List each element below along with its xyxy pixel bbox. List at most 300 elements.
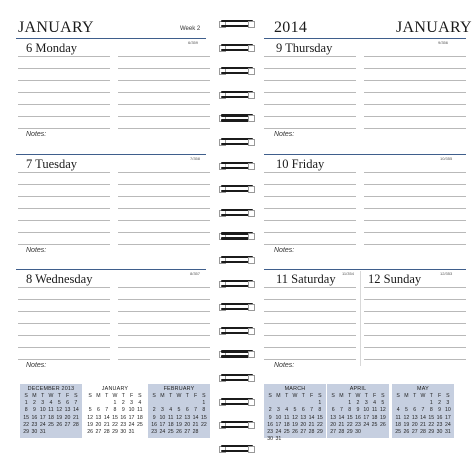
day-title-sunday: 12 Sunday bbox=[368, 272, 422, 286]
writing-lines-left[interactable] bbox=[264, 172, 356, 248]
date-cell: 1 bbox=[113, 400, 117, 407]
date-cell: 14 bbox=[72, 407, 79, 414]
day-title: 9 Thursday bbox=[276, 41, 333, 55]
date-cell bbox=[411, 400, 419, 407]
date-cell: 25 bbox=[48, 421, 54, 428]
weekday-label: F bbox=[309, 393, 314, 399]
date-cell: 27 bbox=[95, 428, 102, 435]
date-cell: 20 bbox=[95, 421, 102, 428]
date-cell: 11 bbox=[48, 407, 54, 414]
date-cell: 1 bbox=[24, 400, 28, 407]
day-of-year-saturday: 11/354 bbox=[342, 271, 354, 276]
punch-hole bbox=[248, 446, 255, 453]
notes-label: Notes: bbox=[26, 362, 47, 369]
date-cell: 22 bbox=[200, 421, 207, 428]
mini-calendar-grid bbox=[22, 393, 80, 443]
day-title: 8 Wednesday bbox=[26, 272, 93, 286]
mini-calendar bbox=[264, 384, 326, 443]
writing-lines-right[interactable] bbox=[118, 287, 210, 363]
date-cell: 22 bbox=[112, 421, 118, 428]
spiral-ring bbox=[221, 162, 253, 170]
date-cell: 2 bbox=[152, 407, 156, 414]
date-cell: 12 bbox=[403, 414, 410, 421]
writing-lines-right[interactable] bbox=[118, 56, 210, 132]
punch-hole bbox=[248, 233, 255, 240]
weekday-label: T bbox=[364, 393, 368, 399]
date-cell bbox=[22, 436, 30, 443]
mini-calendar bbox=[148, 384, 210, 438]
date-cell: 17 bbox=[128, 414, 135, 421]
date-cell: 31 bbox=[39, 428, 46, 435]
date-cell: 5 bbox=[88, 407, 92, 414]
notes-label: Notes: bbox=[274, 131, 295, 138]
date-cell: 13 bbox=[184, 414, 191, 421]
date-cell bbox=[283, 436, 291, 443]
weekday-label: T bbox=[348, 393, 352, 399]
mini-calendar-grid bbox=[266, 393, 324, 443]
date-cell bbox=[337, 400, 345, 407]
weekday-label: S bbox=[268, 393, 272, 399]
punch-hole bbox=[248, 163, 255, 170]
punch-hole bbox=[248, 328, 255, 335]
date-cell: 16 bbox=[151, 421, 158, 428]
weekday-label: F bbox=[437, 393, 442, 399]
writing-lines-saturday[interactable] bbox=[264, 287, 356, 363]
date-cell: 29 bbox=[112, 428, 118, 435]
weekday-label: M bbox=[96, 393, 101, 399]
date-cell bbox=[299, 436, 307, 443]
date-cell: 13 bbox=[64, 407, 71, 414]
date-cell: 7 bbox=[310, 407, 313, 414]
date-cell: 23 bbox=[436, 421, 443, 428]
date-cell bbox=[47, 429, 55, 436]
date-cell: 7 bbox=[105, 407, 109, 414]
weekday-label: M bbox=[276, 393, 281, 399]
date-cell: 21 bbox=[103, 421, 110, 428]
date-cell: 19 bbox=[379, 414, 386, 421]
date-cell: 7 bbox=[421, 407, 425, 414]
date-cell: 18 bbox=[395, 421, 402, 428]
spiral-ring bbox=[221, 350, 253, 358]
date-cell: 29 bbox=[316, 428, 323, 435]
date-cell: 22 bbox=[23, 421, 30, 428]
date-cell: 14 bbox=[103, 414, 110, 421]
date-cell: 23 bbox=[31, 421, 38, 428]
date-cell: 3 bbox=[160, 407, 164, 414]
weekday-label: F bbox=[193, 393, 198, 399]
weekday-label: M bbox=[160, 393, 165, 399]
mini-calendar-month: FEBRUARY bbox=[163, 386, 195, 392]
day-title-saturday: 11 Saturday bbox=[276, 272, 336, 286]
date-cell: 15 bbox=[23, 414, 30, 421]
date-cell: 12 bbox=[56, 407, 63, 414]
weekday-label: T bbox=[121, 393, 125, 399]
date-cell: 14 bbox=[338, 414, 345, 421]
date-cell: 24 bbox=[275, 428, 282, 435]
date-cell: 11 bbox=[395, 414, 401, 421]
day-of-year: 8/357 bbox=[190, 271, 201, 276]
date-cell: 22 bbox=[316, 421, 323, 428]
weekday-label: W bbox=[48, 393, 54, 399]
punch-hole bbox=[248, 115, 255, 122]
date-cell bbox=[150, 400, 158, 407]
right-month-title: JANUARY bbox=[396, 19, 472, 36]
date-cell: 4 bbox=[49, 400, 53, 407]
day-title: 7 Tuesday bbox=[26, 157, 78, 171]
date-cell: 18 bbox=[167, 421, 174, 428]
date-cell: 5 bbox=[57, 400, 61, 407]
weekday-label: S bbox=[88, 393, 92, 399]
date-cell bbox=[370, 429, 378, 436]
date-cell: 14 bbox=[308, 414, 315, 421]
date-cell: 21 bbox=[72, 414, 79, 421]
date-cell: 20 bbox=[330, 421, 337, 428]
weekday-label: F bbox=[372, 393, 377, 399]
date-cell: 1 bbox=[348, 400, 352, 407]
date-cell: 15 bbox=[428, 414, 435, 421]
section-rule bbox=[264, 269, 466, 270]
notes-label: Notes: bbox=[274, 247, 295, 254]
date-cell: 17 bbox=[444, 414, 451, 421]
date-cell: 29 bbox=[23, 428, 30, 435]
weekday-label: M bbox=[404, 393, 409, 399]
writing-lines-right[interactable] bbox=[118, 172, 210, 248]
date-cell: 28 bbox=[72, 421, 79, 428]
mini-calendar-month: MAY bbox=[417, 386, 429, 392]
punch-hole bbox=[248, 139, 255, 146]
date-cell: 12 bbox=[379, 407, 386, 414]
date-cell: 6 bbox=[66, 400, 69, 407]
spiral-ring bbox=[221, 445, 253, 453]
date-cell: 30 bbox=[267, 436, 274, 443]
date-cell bbox=[72, 429, 80, 436]
punch-hole bbox=[248, 351, 255, 358]
spiral-ring bbox=[221, 421, 253, 429]
date-cell bbox=[283, 400, 291, 407]
date-cell: 18 bbox=[136, 414, 143, 421]
date-cell: 26 bbox=[56, 421, 63, 428]
date-cell: 17 bbox=[363, 414, 370, 421]
date-cell: 8 bbox=[24, 407, 28, 414]
punch-hole bbox=[248, 304, 255, 311]
date-cell: 4 bbox=[169, 407, 173, 414]
date-cell bbox=[175, 400, 183, 407]
date-cell: 9 bbox=[356, 407, 360, 414]
punch-hole bbox=[248, 21, 255, 28]
date-cell: 10 bbox=[39, 407, 46, 414]
weekday-label: S bbox=[152, 393, 156, 399]
date-cell: 9 bbox=[152, 414, 156, 421]
date-cell: 21 bbox=[420, 421, 426, 428]
mini-calendar-month: DECEMBER 2013 bbox=[27, 386, 75, 392]
mini-calendar-month: APRIL bbox=[349, 386, 367, 392]
date-cell bbox=[86, 400, 94, 407]
date-cell: 6 bbox=[96, 407, 100, 414]
date-cell: 17 bbox=[275, 421, 282, 428]
spiral-ring bbox=[221, 280, 253, 288]
header-rule bbox=[264, 38, 466, 39]
section-rule bbox=[16, 269, 206, 270]
date-cell: 28 bbox=[103, 428, 110, 435]
weekday-label: T bbox=[57, 393, 61, 399]
mini-calendar-grid bbox=[150, 393, 208, 436]
date-cell: 3 bbox=[130, 400, 133, 407]
date-cell: 25 bbox=[371, 421, 378, 428]
date-cell: 16 bbox=[436, 414, 443, 421]
date-cell: 23 bbox=[120, 421, 127, 428]
writing-lines-sunday[interactable] bbox=[364, 287, 466, 363]
weekday-label: F bbox=[65, 393, 70, 399]
mini-calendar bbox=[327, 384, 389, 438]
date-cell bbox=[63, 429, 71, 436]
date-cell: 5 bbox=[404, 407, 408, 414]
date-cell: 13 bbox=[411, 414, 418, 421]
date-cell: 23 bbox=[355, 421, 361, 428]
date-cell: 19 bbox=[56, 414, 63, 421]
date-cell: 8 bbox=[113, 407, 117, 414]
mini-calendar-month: JANUARY bbox=[101, 386, 129, 392]
date-cell: 20 bbox=[64, 414, 71, 421]
date-cell bbox=[55, 429, 63, 436]
date-cell: 13 bbox=[95, 414, 102, 421]
date-cell: 7 bbox=[194, 407, 197, 414]
date-cell: 13 bbox=[300, 414, 307, 421]
date-cell bbox=[291, 436, 299, 443]
date-cell: 25 bbox=[136, 421, 143, 428]
date-cell: 15 bbox=[112, 414, 118, 421]
date-cell: 31 bbox=[444, 428, 451, 435]
date-cell: 13 bbox=[330, 414, 337, 421]
date-cell: 3 bbox=[446, 400, 450, 407]
date-cell: 3 bbox=[276, 407, 280, 414]
date-cell: 26 bbox=[379, 421, 386, 428]
date-cell: 25 bbox=[167, 428, 174, 435]
date-cell: 18 bbox=[371, 414, 378, 421]
weekday-label: T bbox=[105, 393, 109, 399]
punch-hole bbox=[248, 422, 255, 429]
date-cell: 8 bbox=[429, 407, 433, 414]
date-cell: 17 bbox=[39, 414, 46, 421]
date-cell bbox=[200, 429, 208, 436]
date-cell bbox=[191, 400, 199, 407]
weekday-label: F bbox=[129, 393, 134, 399]
date-cell bbox=[274, 400, 282, 407]
date-cell: 23 bbox=[267, 428, 274, 435]
mini-calendar bbox=[392, 384, 454, 438]
date-cell bbox=[307, 436, 315, 443]
date-cell: 9 bbox=[32, 407, 36, 414]
date-cell bbox=[94, 400, 102, 407]
date-cell: 11 bbox=[284, 414, 290, 421]
weekday-label: S bbox=[318, 393, 322, 399]
date-cell: 10 bbox=[363, 407, 370, 414]
date-cell: 1 bbox=[202, 400, 206, 407]
punch-hole bbox=[248, 186, 255, 193]
date-cell: 12 bbox=[176, 414, 182, 421]
date-cell: 27 bbox=[184, 428, 191, 435]
notes-label: Notes: bbox=[26, 131, 47, 138]
date-cell: 28 bbox=[192, 428, 199, 435]
date-cell: 30 bbox=[436, 428, 443, 435]
day-of-year: 6/359 bbox=[188, 40, 199, 45]
date-cell: 3 bbox=[41, 400, 45, 407]
date-cell: 28 bbox=[338, 428, 345, 435]
spiral-ring bbox=[221, 374, 253, 382]
date-cell bbox=[329, 400, 337, 407]
date-cell: 25 bbox=[283, 428, 290, 435]
date-cell: 18 bbox=[48, 414, 54, 421]
date-cell: 14 bbox=[420, 414, 426, 421]
date-cell: 30 bbox=[355, 428, 361, 435]
weekday-label: S bbox=[446, 393, 450, 399]
left-month-title: JANUARY bbox=[18, 19, 94, 36]
spiral-ring bbox=[221, 209, 253, 217]
header-rule bbox=[16, 38, 206, 39]
date-cell: 26 bbox=[176, 428, 182, 435]
date-cell: 26 bbox=[87, 428, 94, 435]
date-cell: 1 bbox=[318, 400, 322, 407]
date-cell: 4 bbox=[285, 407, 289, 414]
date-cell: 16 bbox=[31, 414, 38, 421]
date-cell: 31 bbox=[128, 428, 135, 435]
weekday-label: T bbox=[169, 393, 173, 399]
date-cell: 2 bbox=[356, 400, 360, 407]
date-cell bbox=[362, 429, 370, 436]
writing-lines-right[interactable] bbox=[364, 172, 466, 248]
date-cell: 18 bbox=[283, 421, 290, 428]
writing-lines-right[interactable] bbox=[364, 56, 466, 132]
date-cell: 26 bbox=[403, 428, 410, 435]
weekday-label: S bbox=[331, 393, 335, 399]
date-cell: 9 bbox=[268, 414, 272, 421]
date-cell: 2 bbox=[268, 407, 272, 414]
spiral-ring bbox=[221, 256, 253, 264]
date-cell: 29 bbox=[346, 428, 353, 435]
day-of-year: 7/358 bbox=[190, 156, 201, 161]
date-cell: 8 bbox=[318, 407, 322, 414]
date-cell: 19 bbox=[292, 421, 298, 428]
date-cell: 9 bbox=[121, 407, 125, 414]
date-cell: 24 bbox=[444, 421, 451, 428]
date-cell: 6 bbox=[185, 407, 189, 414]
day-title: 6 Monday bbox=[26, 41, 78, 55]
date-cell: 22 bbox=[428, 421, 435, 428]
weekday-label: T bbox=[301, 393, 305, 399]
weekday-label: T bbox=[41, 393, 45, 399]
date-cell: 6 bbox=[331, 407, 335, 414]
notes-label: Notes: bbox=[26, 247, 47, 254]
punch-hole bbox=[248, 375, 255, 382]
date-cell: 15 bbox=[346, 414, 353, 421]
weekend-divider bbox=[360, 271, 361, 366]
weekday-label: W bbox=[355, 393, 361, 399]
weekday-label: S bbox=[381, 393, 385, 399]
date-cell: 21 bbox=[308, 421, 315, 428]
weekday-label: T bbox=[413, 393, 417, 399]
date-cell: 28 bbox=[420, 428, 426, 435]
writing-lines-left[interactable] bbox=[18, 172, 110, 248]
notes-label: Notes: bbox=[274, 362, 295, 369]
day-of-year: 9/356 bbox=[438, 40, 449, 45]
mini-calendar-month: MARCH bbox=[284, 386, 306, 392]
date-cell bbox=[299, 400, 307, 407]
date-cell: 11 bbox=[137, 407, 143, 414]
weekday-label: S bbox=[74, 393, 78, 399]
spiral-ring bbox=[221, 44, 253, 52]
spiral-ring bbox=[221, 91, 253, 99]
date-cell: 29 bbox=[428, 428, 435, 435]
mini-calendar-grid bbox=[329, 393, 387, 436]
weekday-label: S bbox=[396, 393, 400, 399]
date-cell: 15 bbox=[200, 414, 207, 421]
date-cell: 24 bbox=[363, 421, 370, 428]
date-cell bbox=[136, 429, 144, 436]
date-cell bbox=[402, 400, 410, 407]
mini-calendar bbox=[20, 384, 82, 438]
date-cell: 10 bbox=[275, 414, 282, 421]
writing-lines-left[interactable] bbox=[18, 56, 110, 132]
date-cell: 14 bbox=[192, 414, 199, 421]
date-cell bbox=[167, 400, 175, 407]
punch-hole bbox=[248, 257, 255, 264]
date-cell: 16 bbox=[355, 414, 361, 421]
date-cell: 16 bbox=[120, 414, 127, 421]
date-cell: 31 bbox=[275, 436, 282, 443]
date-cell: 5 bbox=[177, 407, 181, 414]
weekday-label: W bbox=[176, 393, 182, 399]
date-cell: 26 bbox=[292, 428, 298, 435]
date-cell: 25 bbox=[395, 428, 402, 435]
weekday-label: T bbox=[429, 393, 433, 399]
date-cell: 19 bbox=[176, 421, 182, 428]
date-cell bbox=[419, 400, 427, 407]
date-cell: 24 bbox=[128, 421, 135, 428]
weekday-label: W bbox=[292, 393, 298, 399]
date-cell bbox=[103, 400, 111, 407]
date-cell: 30 bbox=[31, 428, 38, 435]
weekday-label: W bbox=[420, 393, 426, 399]
date-cell: 27 bbox=[330, 428, 337, 435]
writing-lines-left[interactable] bbox=[264, 56, 356, 132]
spiral-ring bbox=[221, 138, 253, 146]
date-cell: 27 bbox=[300, 428, 307, 435]
date-cell: 11 bbox=[168, 414, 174, 421]
date-cell: 3 bbox=[364, 400, 368, 407]
weekday-label: T bbox=[185, 393, 189, 399]
weekday-label: S bbox=[202, 393, 206, 399]
date-cell: 10 bbox=[444, 407, 451, 414]
date-cell bbox=[183, 400, 191, 407]
date-cell: 22 bbox=[346, 421, 353, 428]
date-cell: 4 bbox=[373, 400, 376, 407]
mini-calendar-grid bbox=[394, 393, 452, 436]
writing-lines-left[interactable] bbox=[18, 287, 110, 363]
punch-hole bbox=[248, 92, 255, 99]
date-cell: 27 bbox=[411, 428, 418, 435]
weekday-label: S bbox=[24, 393, 28, 399]
date-cell: 6 bbox=[301, 407, 305, 414]
date-cell: 21 bbox=[192, 421, 199, 428]
weekday-label: M bbox=[32, 393, 37, 399]
date-cell: 21 bbox=[338, 421, 345, 428]
date-cell: 5 bbox=[293, 407, 297, 414]
date-cell: 5 bbox=[381, 400, 385, 407]
date-cell: 7 bbox=[74, 400, 78, 407]
mini-calendar bbox=[84, 384, 146, 438]
date-cell: 23 bbox=[151, 428, 158, 435]
date-cell: 2 bbox=[121, 400, 125, 407]
weekday-label: M bbox=[339, 393, 344, 399]
